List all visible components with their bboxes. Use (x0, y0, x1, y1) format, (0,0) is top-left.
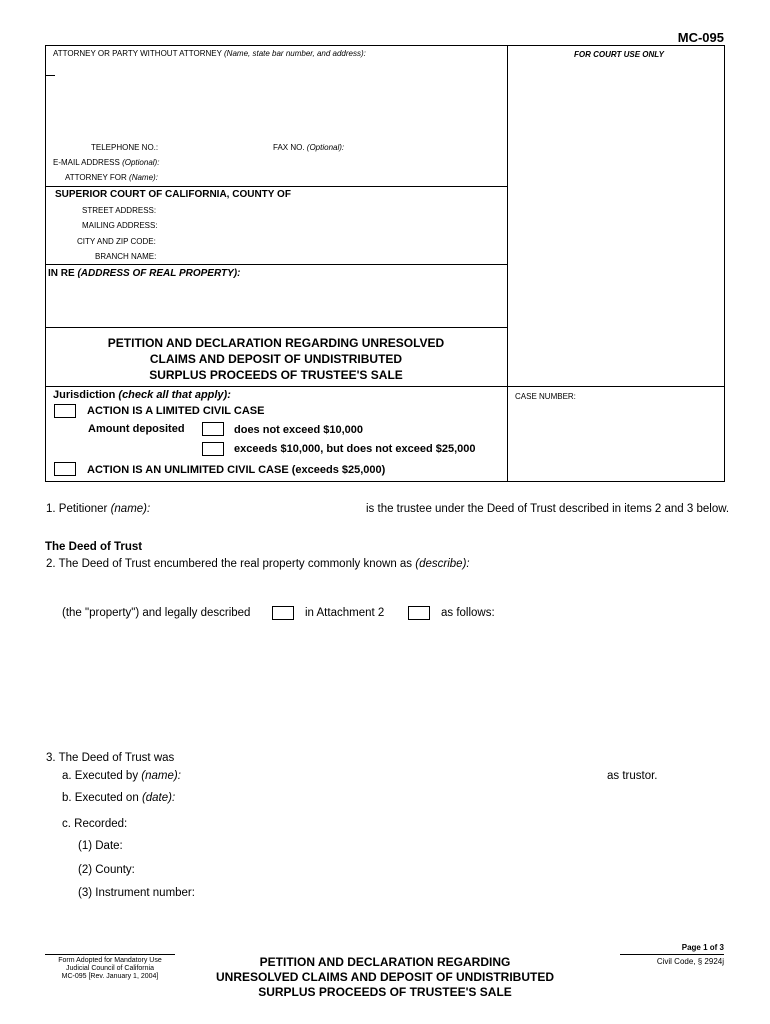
footer-line-left (45, 954, 175, 955)
attorney-for-field[interactable] (160, 170, 500, 182)
trustor-name-field[interactable] (185, 767, 595, 783)
unlimited-case-checkbox[interactable] (54, 462, 76, 476)
form-title-line-2: CLAIMS AND DEPOSIT OF UNDISTRIBUTED (149, 352, 403, 366)
page-number: Page 1 of 3 (681, 943, 724, 952)
item3a-row (62, 770, 181, 782)
in-re-label-row (48, 268, 240, 279)
telephone-label: TELEPHONE NO.: (91, 143, 159, 152)
branch-name-field[interactable] (160, 249, 500, 261)
city-zip-label: CITY AND ZIP CODE: (77, 237, 156, 246)
item3a-suffix: as trustor. (607, 770, 658, 782)
footer-title-line-3: SURPLUS PROCEEDS OF TRUSTEE'S SALE (258, 985, 512, 999)
form-title-line-1: PETITION AND DECLARATION REGARDING UNRESOLVED (107, 336, 445, 350)
box-top (45, 45, 725, 46)
divider-inre (45, 327, 507, 328)
recorded-date-field[interactable] (130, 837, 430, 853)
property-address-field[interactable] (50, 283, 500, 323)
footer-left-line-3: MC-095 [Rev. January 1, 2004] (61, 973, 159, 980)
court-title: SUPERIOR COURT OF CALIFORNIA, COUNTY OF (55, 189, 291, 200)
in-re-hint: (ADDRESS OF REAL PROPERTY): (77, 268, 241, 279)
court-use-area (512, 62, 720, 382)
street-address-field[interactable] (160, 203, 500, 215)
footer-left (45, 957, 175, 981)
box-divider-vertical (507, 45, 508, 482)
city-zip-field[interactable] (160, 234, 500, 246)
civil-code: Civil Code, § 2924j (656, 957, 724, 966)
attorney-label: ATTORNEY OR PARTY WITHOUT ATTORNEY (53, 49, 222, 58)
attachment2-label: in Attachment 2 (305, 607, 385, 619)
street-address-label: STREET ADDRESS: (82, 206, 157, 215)
attorney-for-label: ATTORNEY FOR (65, 173, 127, 182)
not-exceed-10000-checkbox[interactable] (202, 422, 224, 436)
divider-attorney (45, 186, 507, 187)
county-recorded-field[interactable] (142, 861, 442, 877)
item3c3-label: (3) Instrument number: (78, 887, 195, 899)
email-label: E-MAIL ADDRESS (53, 158, 120, 167)
item2-hint: (describe): (415, 558, 470, 570)
mailing-address-label: MAILING ADDRESS: (82, 221, 158, 230)
item1-suffix: is the trustee under the Deed of Trust described in items 2 and 3 below. (366, 503, 730, 515)
exceeds-10000-checkbox[interactable] (202, 442, 224, 456)
divider-title (45, 386, 725, 387)
instrument-number-field[interactable] (202, 884, 502, 900)
item1-prefix: 1. Petitioner (46, 503, 108, 515)
item2-row (46, 558, 470, 570)
in-re-label: IN RE (48, 268, 75, 279)
item2-text: 2. The Deed of Trust encumbered the real property commonly known as (46, 558, 413, 570)
item1-hint: (name): (110, 503, 151, 515)
item3-intro: 3. The Deed of Trust was (46, 752, 175, 764)
footer-line-right (620, 954, 724, 955)
fax-hint: (Optional): (306, 143, 345, 152)
item3b-label: b. Executed on (62, 792, 139, 804)
email-hint: (Optional): (122, 158, 160, 167)
attachment2-checkbox[interactable] (272, 606, 294, 620)
footer-title-line-1: PETITION AND DECLARATION REGARDING (259, 955, 511, 969)
jurisdiction-label-row (53, 389, 231, 401)
form-title (45, 335, 507, 383)
case-number-field[interactable] (515, 405, 720, 475)
attorney-for-hint: (Name): (129, 173, 158, 182)
attorney-for-label-row (65, 173, 158, 182)
footer-title-line-2: UNRESOLVED CLAIMS AND DEPOSIT OF UNDISTRIBUTED (215, 970, 554, 984)
jurisdiction-hint: (check all that apply): (118, 389, 231, 401)
item3c1-label: (1) Date: (78, 840, 123, 852)
item3b-hint: (date): (141, 792, 176, 804)
item3c2-label: (2) County: (78, 864, 135, 876)
footer-left-line-2: Judicial Council of California (66, 965, 154, 972)
as-follows-checkbox[interactable] (408, 606, 430, 620)
form-title-line-3: SURPLUS PROCEEDS OF TRUSTEE'S SALE (149, 368, 403, 382)
item3b-row (62, 792, 175, 804)
fax-label-row (273, 143, 344, 152)
deed-heading: The Deed of Trust (45, 541, 143, 553)
jurisdiction-label: Jurisdiction (53, 389, 116, 401)
court-use-label: FOR COURT USE ONLY (574, 50, 664, 59)
not-exceed-10000-label: does not exceed $10,000 (234, 424, 364, 436)
fax-label: FAX NO. (273, 143, 305, 152)
footer-title (190, 955, 580, 1000)
fax-field[interactable] (345, 140, 500, 152)
box-bottom (45, 481, 725, 482)
item3a-hint: (name): (141, 770, 181, 782)
email-field[interactable] (160, 155, 500, 167)
unlimited-case-label: ACTION IS AN UNLIMITED CIVIL CASE (exceeds $25,000) (87, 464, 386, 476)
case-number-label: CASE NUMBER: (515, 392, 576, 401)
limited-case-checkbox[interactable] (54, 404, 76, 418)
telephone-field[interactable] (160, 140, 265, 152)
attorney-hint: (Name, state bar number, and address): (224, 49, 366, 58)
county-field[interactable] (295, 188, 500, 201)
item3c-label: c. Recorded: (62, 818, 128, 830)
mailing-address-field[interactable] (160, 218, 500, 230)
box-right (724, 45, 725, 482)
item3a-label: a. Executed by (62, 770, 139, 782)
email-label-row (53, 158, 159, 167)
branch-name-label: BRANCH NAME: (95, 252, 157, 261)
executed-date-field[interactable] (180, 789, 480, 805)
attorney-name-address-field[interactable] (53, 60, 503, 138)
exceeds-10000-label: exceeds $10,000, but does not exceed $25,000 (234, 443, 476, 455)
form-number: MC-095 (677, 30, 724, 45)
item2-legal-label: (the "property") and legally described (62, 607, 251, 619)
divider-court (45, 264, 507, 265)
attorney-label-row (53, 49, 366, 58)
property-description-field[interactable] (62, 575, 722, 601)
legal-description-field[interactable] (62, 628, 722, 738)
item1-label-row (46, 503, 150, 515)
petitioner-name-field[interactable] (160, 500, 358, 516)
limited-case-label: ACTION IS A LIMITED CIVIL CASE (87, 405, 265, 417)
footer-left-line-1: Form Adopted for Mandatory Use (58, 957, 162, 964)
as-follows-label: as follows: (441, 607, 495, 619)
amount-deposited-label: Amount deposited (88, 423, 185, 435)
